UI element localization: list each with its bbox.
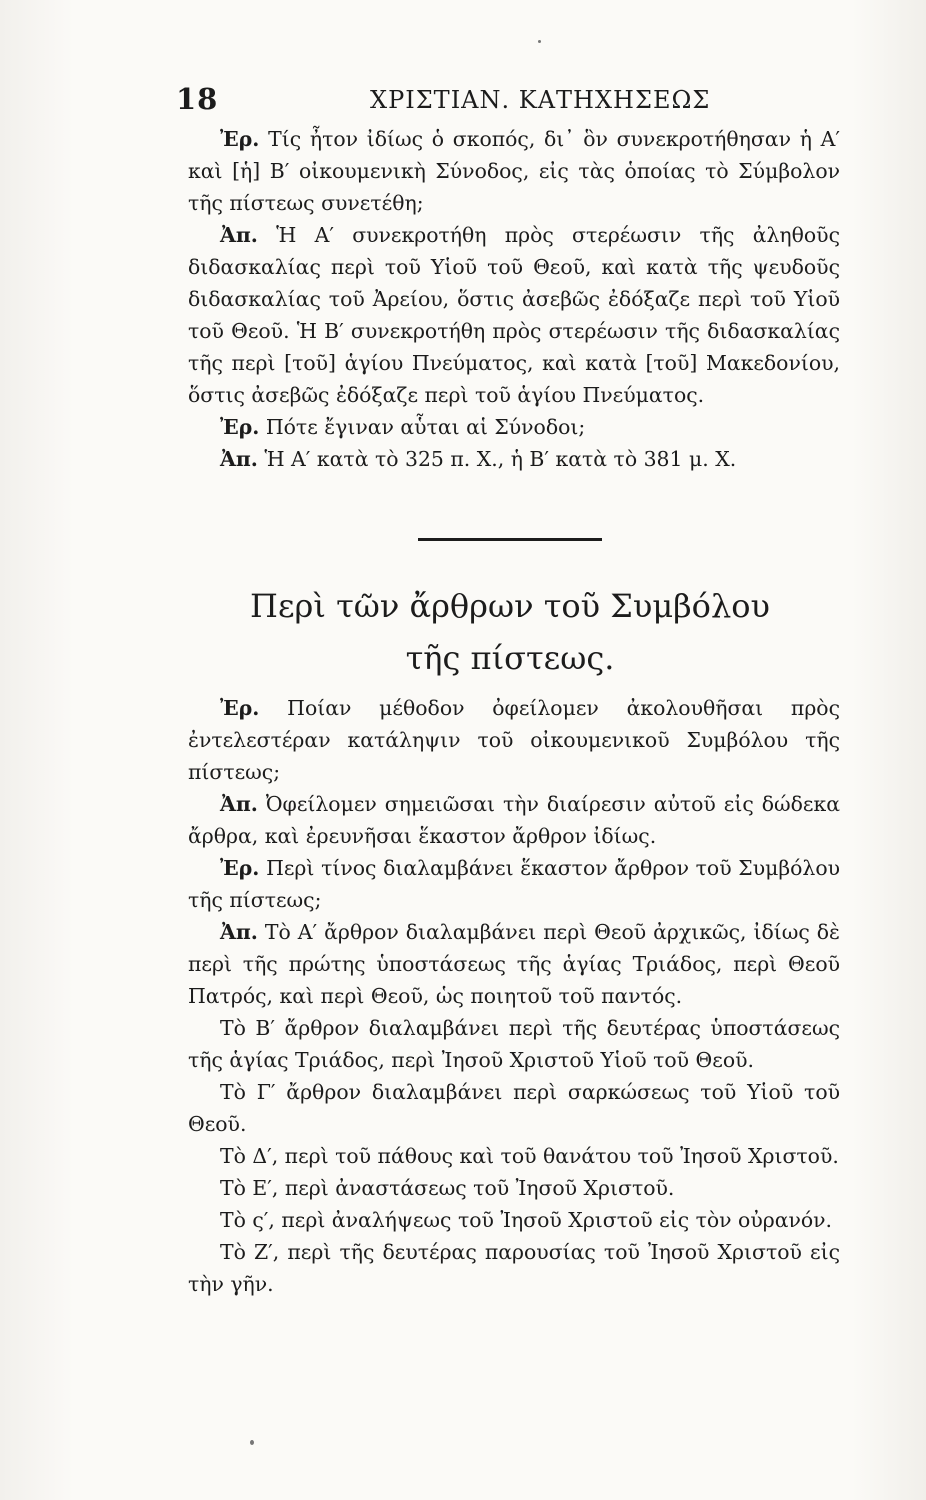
paragraph-text: Τὸ Ε′, περὶ ἀναστάσεως τοῦ Ἰησοῦ Χριστοῦ. — [220, 1176, 675, 1200]
page-header — [170, 78, 830, 118]
speaker-label: Ἐρ. — [220, 415, 260, 439]
paragraph-text: Τὸ Δ′, περὶ τοῦ πάθους καὶ τοῦ θανάτου τοῦ Ἰησοῦ Χριστοῦ. — [220, 1144, 839, 1168]
speaker-label: Ἀπ. — [220, 223, 258, 247]
paragraph-text: Ἡ Α′ κατὰ τὸ 325 π. Χ., ἡ Β′ κατὰ τὸ 381 μ. Χ. — [264, 447, 737, 471]
paragraph-text: Ποίαν μέθοδον ὀφείλομεν ἀκολουθῆσαι πρὸς ἐντελεστέραν κατάληψιν τοῦ οἰκουμενικοῦ Συμβόλου τῆς πίστεως; — [188, 696, 841, 784]
speaker-label: Ἀπ. — [220, 447, 258, 471]
paragraph — [188, 916, 840, 1012]
paragraph — [188, 219, 840, 411]
paragraph — [188, 1012, 840, 1076]
paragraph-text: Τὸ Β′ ἄρθρον διαλαμβάνει περὶ τῆς δευτέρας ὑποστάσεως τῆς ἁγίας Τριάδος, περὶ Ἰησοῦ Χριστοῦ Υἱοῦ τοῦ Θεοῦ. — [188, 1016, 840, 1072]
paper-speck — [250, 1440, 254, 1445]
paragraph — [188, 1140, 840, 1172]
paragraph — [188, 1236, 840, 1300]
section-heading-line-2: τῆς πίστεως. — [405, 639, 615, 677]
paragraph — [188, 1204, 840, 1236]
section-heading-line-1: Περὶ τῶν ἄρθρων τοῦ Συμβόλου — [250, 587, 770, 625]
section-divider — [418, 538, 602, 541]
paragraph — [188, 852, 840, 916]
qa-block-councils — [188, 123, 840, 475]
running-title: ΧΡΙΣΤΙΑΝ. ΚΑΤΗΧΗΣΕΩΣ — [370, 86, 711, 114]
speaker-label: Ἀπ. — [220, 792, 258, 816]
paragraph-text: Τὸ ς′, περὶ ἀναλήψεως τοῦ Ἰησοῦ Χριστοῦ εἰς τὸν οὐρανόν. — [220, 1208, 833, 1232]
paragraph — [188, 1076, 840, 1140]
paragraph-text: Τίς ἦτον ἰδίως ὁ σκοπός, δι᾽ ὃν συνεκροτήθησαν ἡ Α′ καὶ [ἡ] Β′ οἰκουμενικὴ Σύνοδος, εἰς τὰς ὁποίας τὸ Σύμβολον τῆς πίστεως συνετέθη; — [188, 127, 840, 215]
speaker-label: Ἀπ. — [220, 920, 258, 944]
speaker-label: Ἐρ. — [220, 856, 260, 880]
paragraph-text: Ὀφείλομεν σημειῶσαι τὴν διαίρεσιν αὐτοῦ εἰς δώδεκα ἄρθρα, καὶ ἐρευνῆσαι ἕκαστον ἄρθρον ἰδίως. — [188, 792, 840, 848]
section-heading — [170, 580, 850, 684]
page-number: 18 — [176, 82, 219, 116]
speaker-label: Ἐρ. — [220, 696, 260, 720]
paragraph — [188, 411, 840, 443]
paragraph-text: Πότε ἔγιναν αὗται αἱ Σύνοδοι; — [265, 415, 586, 439]
paragraph-text: Τὸ Γ′ ἄρθρον διαλαμβάνει περὶ σαρκώσεως τοῦ Υἱοῦ τοῦ Θεοῦ. — [188, 1080, 840, 1136]
paragraph-text: Τὸ Ζ′, περὶ τῆς δευτέρας παρουσίας τοῦ Ἰησοῦ Χριστοῦ εἰς τὴν γῆν. — [188, 1240, 840, 1296]
qa-block-articles — [188, 692, 840, 1300]
paragraph — [188, 788, 840, 852]
paragraph — [188, 692, 840, 788]
paragraph — [188, 443, 840, 475]
paragraph-text: Τὸ Α′ ἄρθρον διαλαμβάνει περὶ Θεοῦ ἀρχικῶς, ἰδίως δὲ περὶ τῆς πρώτης ὑποστάσεως τῆς ἁγίας Τριάδος, περὶ Θεοῦ Πατρός, καὶ περὶ Θεοῦ, ὡς ποιητοῦ τοῦ παντός. — [188, 920, 841, 1008]
paragraph-text: Ἡ Α′ συνεκροτήθη πρὸς στερέωσιν τῆς ἀληθοῦς διδασκαλίας περὶ τοῦ Υἱοῦ τοῦ Θεοῦ, καὶ κατὰ τῆς ψευδοῦς διδασκαλίας τοῦ Ἀρείου, ὅστις ἀσεβῶς ἐδόξαζε περὶ τοῦ Υἱοῦ τοῦ Θεοῦ. Ἡ Β′ συνεκροτήθη πρὸς στερέωσιν τῆς διδασκαλίας τῆς περὶ [τοῦ] ἁγίου Πνεύματος, καὶ κατὰ [τοῦ] Μακεδονίου, ὅστις ἀσεβῶς ἐδόξαζε περὶ τοῦ ἁγίου Πνεύματος. — [188, 223, 840, 407]
paragraph — [188, 1172, 840, 1204]
paragraph-text: Περὶ τίνος διαλαμβάνει ἕκαστον ἄρθρον τοῦ Συμβόλου τῆς πίστεως; — [188, 856, 841, 912]
paper-speck — [538, 40, 541, 43]
paragraph — [188, 123, 840, 219]
speaker-label: Ἐρ. — [220, 127, 260, 151]
